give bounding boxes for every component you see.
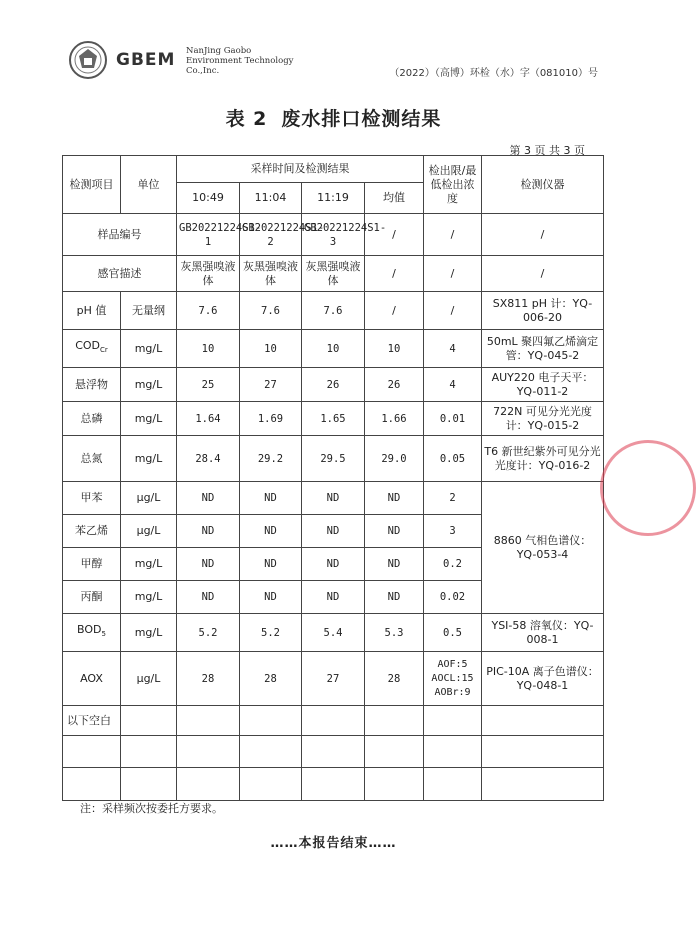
table-row xyxy=(63,482,604,515)
average-cell: 1.66 xyxy=(365,402,424,436)
limit-cell: 2 xyxy=(424,482,482,515)
limit-cell: / xyxy=(424,292,482,330)
limit-cell: 4 xyxy=(424,330,482,368)
value-cell: ND xyxy=(240,548,302,581)
header-detection-limit: 检出限/最低检出浓度 xyxy=(424,156,482,214)
value-cell: 28.4 xyxy=(177,436,240,482)
sensory-3: 灰黑强嗅液体 xyxy=(302,256,365,292)
footnote: 注：采样频次按委托方要求。 xyxy=(80,802,223,815)
average-cell: 28 xyxy=(365,652,424,706)
instrument-cell: 722N 可见分光光度计：YQ-015-2 xyxy=(482,402,604,436)
value-cell: 10 xyxy=(240,330,302,368)
average-cell: 5.3 xyxy=(365,614,424,652)
value-cell: 26 xyxy=(302,368,365,402)
limit-cell: / xyxy=(424,256,482,292)
value-cell: ND xyxy=(177,581,240,614)
value-cell: 29.2 xyxy=(240,436,302,482)
item-cell: 总磷 xyxy=(63,402,121,436)
sample-id-3: GB20221224S1-3 xyxy=(302,214,365,256)
item-cell: 丙酮 xyxy=(63,581,121,614)
limit-cell: 4 xyxy=(424,368,482,402)
item-cell: pH 值 xyxy=(63,292,121,330)
table-row xyxy=(63,614,604,652)
value-cell: 10 xyxy=(302,330,365,368)
limit-cell: 0.2 xyxy=(424,548,482,581)
item-cell: 总氮 xyxy=(63,436,121,482)
value-cell: ND xyxy=(177,548,240,581)
unit-cell: μg/L xyxy=(121,652,177,706)
item-cell: $COD_{Cr}$ xyxy=(63,330,121,368)
header-time-1: 10:49 xyxy=(177,183,240,214)
value-cell: 7.6 xyxy=(240,292,302,330)
value-cell: 1.69 xyxy=(240,402,302,436)
instrument-cell: SX811 pH 计：YQ-006-20 xyxy=(482,292,604,330)
instrument-cell-gc: 8860 气相色谱仪：YQ-053-4 xyxy=(482,482,604,614)
limit-cell: 0.02 xyxy=(424,581,482,614)
sensory-2: 灰黑强嗅液体 xyxy=(240,256,302,292)
sample-id-2: GB20221224S1-2 xyxy=(240,214,302,256)
table-row xyxy=(63,330,604,368)
unit-cell: μg/L xyxy=(121,515,177,548)
value-cell: ND xyxy=(302,515,365,548)
value-cell: 28 xyxy=(240,652,302,706)
unit-cell: mg/L xyxy=(121,330,177,368)
table-number: 表 2 xyxy=(225,108,268,130)
instrument-cell: PIC-10A 离子色谱仪：YQ-048-1 xyxy=(482,652,604,706)
header-time-2: 11:04 xyxy=(240,183,302,214)
value-cell: 1.64 xyxy=(177,402,240,436)
value-cell: ND xyxy=(302,482,365,515)
value-cell: ND xyxy=(177,482,240,515)
value-cell: ND xyxy=(240,482,302,515)
value-cell: 27 xyxy=(302,652,365,706)
seal-stamp-icon xyxy=(600,440,696,536)
value-cell: 5.2 xyxy=(177,614,240,652)
blank-label: 以下空白 xyxy=(63,706,121,736)
value-cell: 25 xyxy=(177,368,240,402)
company-name: NanJing Gaobo Environment Technology Co.,Inc. xyxy=(186,46,294,76)
sample-number-row xyxy=(63,214,604,256)
value-cell: ND xyxy=(240,581,302,614)
item-cell: 苯乙烯 xyxy=(63,515,121,548)
instrument-cell: 50mL 聚四氟乙烯滴定管：YQ-045-2 xyxy=(482,330,604,368)
unit-cell: mg/L xyxy=(121,368,177,402)
value-cell: ND xyxy=(302,548,365,581)
average-cell: 10 xyxy=(365,330,424,368)
instrument-cell: YSI-58 溶氧仪：YQ-008-1 xyxy=(482,614,604,652)
unit-cell: mg/L xyxy=(121,402,177,436)
value-cell: 28 xyxy=(177,652,240,706)
value-cell: 1.65 xyxy=(302,402,365,436)
value-cell: 27 xyxy=(240,368,302,402)
row-label: 感官描述 xyxy=(63,256,177,292)
value-cell: 7.6 xyxy=(302,292,365,330)
page-title xyxy=(0,104,667,131)
instrument-cell: / xyxy=(482,214,604,256)
instrument-cell: / xyxy=(482,256,604,292)
table-row xyxy=(63,652,604,706)
page-number: 第 3 页 共 3 页 xyxy=(509,144,585,157)
document-number: （2022）（高博）环检（水）字（081010）号 xyxy=(389,68,598,79)
blank-row xyxy=(63,706,604,736)
header-instrument: 检测仪器 xyxy=(482,156,604,214)
table-row xyxy=(63,402,604,436)
value-cell: 10 xyxy=(177,330,240,368)
average-cell: ND xyxy=(365,515,424,548)
limit-cell: 0.01 xyxy=(424,402,482,436)
limit-cell: AOF:5 AOCL:15 AOBr:9 xyxy=(424,652,482,706)
unit-cell: mg/L xyxy=(121,581,177,614)
item-cell: $BOD_5$ xyxy=(63,614,121,652)
value-cell: ND xyxy=(240,515,302,548)
header-sampling-group: 采样时间及检测结果 xyxy=(177,156,424,183)
average-cell: 29.0 xyxy=(365,436,424,482)
item-cell: 悬浮物 xyxy=(63,368,121,402)
company-logo-icon xyxy=(68,40,108,80)
limit-cell: 3 xyxy=(424,515,482,548)
average-cell: / xyxy=(365,256,424,292)
sensory-row xyxy=(63,256,604,292)
average-cell: ND xyxy=(365,482,424,515)
unit-cell: μg/L xyxy=(121,482,177,515)
row-label: 样品编号 xyxy=(63,214,177,256)
unit-cell: mg/L xyxy=(121,548,177,581)
value-cell: 7.6 xyxy=(177,292,240,330)
results-table xyxy=(62,155,604,801)
brand-name: GBEM xyxy=(116,50,176,70)
instrument-cell: AUY220 电子天平：YQ-011-2 xyxy=(482,368,604,402)
report-header xyxy=(68,38,608,88)
header-unit: 单位 xyxy=(121,156,177,214)
unit-cell: mg/L xyxy=(121,436,177,482)
unit-cell: 无量纲 xyxy=(121,292,177,330)
average-cell: ND xyxy=(365,548,424,581)
average-cell: 26 xyxy=(365,368,424,402)
value-cell: 29.5 xyxy=(302,436,365,482)
report-end: ……本报告结束…… xyxy=(270,836,397,851)
unit-cell: mg/L xyxy=(121,614,177,652)
limit-cell: 0.05 xyxy=(424,436,482,482)
sample-id-1: GB20221224S1-1 xyxy=(177,214,240,256)
table-row xyxy=(63,436,604,482)
blank-row xyxy=(63,736,604,768)
item-cell: AOX xyxy=(63,652,121,706)
table-row xyxy=(63,292,604,330)
average-cell: ND xyxy=(365,581,424,614)
table-row xyxy=(63,368,604,402)
header-item: 检测项目 xyxy=(63,156,121,214)
sensory-1: 灰黑强嗅液体 xyxy=(177,256,240,292)
item-cell: 甲苯 xyxy=(63,482,121,515)
title-text: 废水排口检测结果 xyxy=(281,108,442,130)
value-cell: ND xyxy=(302,581,365,614)
blank-row xyxy=(63,768,604,801)
value-cell: 5.4 xyxy=(302,614,365,652)
instrument-cell: T6 新世纪紫外可见分光光度计：YQ-016-2 xyxy=(482,436,604,482)
header-average: 均值 xyxy=(365,183,424,214)
value-cell: ND xyxy=(177,515,240,548)
limit-cell: 0.5 xyxy=(424,614,482,652)
limit-cell: / xyxy=(424,214,482,256)
value-cell: 5.2 xyxy=(240,614,302,652)
header-time-3: 11:19 xyxy=(302,183,365,214)
average-cell: / xyxy=(365,292,424,330)
average-cell: / xyxy=(365,214,424,256)
item-cell: 甲醇 xyxy=(63,548,121,581)
